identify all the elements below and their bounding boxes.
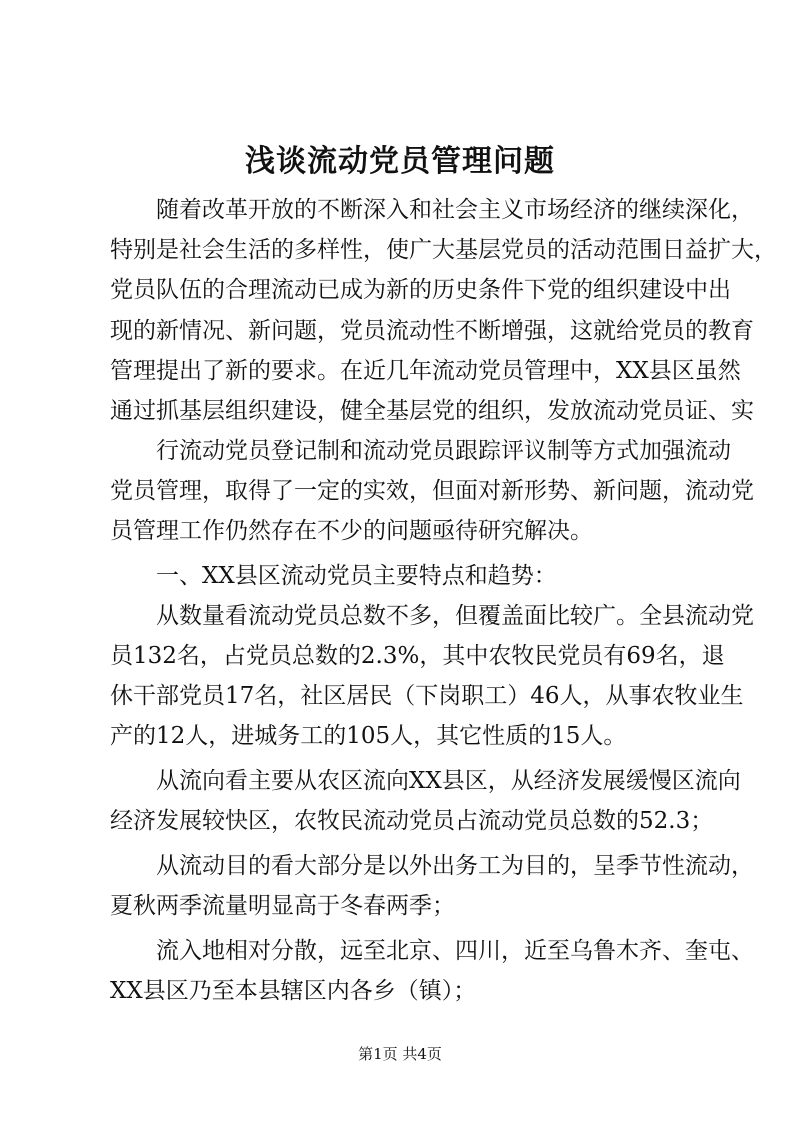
body-line-18: 夏秋两季流量明显高于冬春两季； bbox=[110, 893, 455, 919]
page-footer: 第1页 共4页 bbox=[358, 1045, 442, 1063]
body-line-7: 行流动党员登记制和流动党员跟踪评议制等方式加强流动 bbox=[156, 438, 731, 464]
body-line-14: 产的12人，进城务工的105人，其它性质的15人。 bbox=[110, 723, 627, 749]
body-line-13: 休干部党员17名，社区居民（下岗职工）46人，从事农牧业生 bbox=[110, 683, 744, 709]
body-line-6: 通过抓基层组织建设，健全基层党的组织，发放流动党员证、实 bbox=[110, 398, 754, 424]
body-line-11: 从数量看流动党员总数不多，但覆盖面比较广。全县流动党 bbox=[156, 603, 754, 629]
body-line-17: 从流动目的看大部分是以外出务工为目的，呈季节性流动， bbox=[156, 853, 754, 879]
body-line-20: XX县区乃至本县辖区内各乡（镇）； bbox=[110, 978, 477, 1004]
body-line-19: 流入地相对分散，远至北京、四川，近至乌鲁木齐、奎屯、 bbox=[156, 938, 754, 964]
document-title: 浅谈流动党员管理问题 bbox=[245, 144, 555, 179]
body-line-3: 党员队伍的合理流动已成为新的历史条件下党的组织建设中出 bbox=[110, 277, 731, 303]
body-line-8: 党员管理，取得了一定的实效，但面对新形势、新问题，流动党 bbox=[110, 478, 754, 504]
body-line-9: 员管理工作仍然存在不少的问题亟待研究解决。 bbox=[110, 518, 593, 544]
body-line-12: 员132名，占党员总数的2.3%，其中农牧民党员有69名，退 bbox=[110, 643, 725, 669]
body-line-2: 特别是社会生活的多样性，使广大基层党员的活动范围日益扩大， bbox=[110, 237, 777, 263]
body-line-15: 从流向看主要从农区流向XX县区，从经济发展缓慢区流向 bbox=[156, 768, 741, 794]
body-line-4: 现的新情况、新问题，党员流动性不断增强，这就给党员的教育 bbox=[110, 318, 754, 344]
body-line-16: 经济发展较快区，农牧民流动党员占流动党员总数的52.3； bbox=[110, 808, 714, 834]
section-heading-1: 一、XX县区流动党员主要特点和趋势： bbox=[156, 563, 557, 589]
body-line-1: 随着改革开放的不断深入和社会主义市场经济的继续深化， bbox=[156, 197, 754, 223]
body-line-5: 管理提出了新的要求。在近几年流动党员管理中，XX县区虽然 bbox=[110, 358, 741, 384]
